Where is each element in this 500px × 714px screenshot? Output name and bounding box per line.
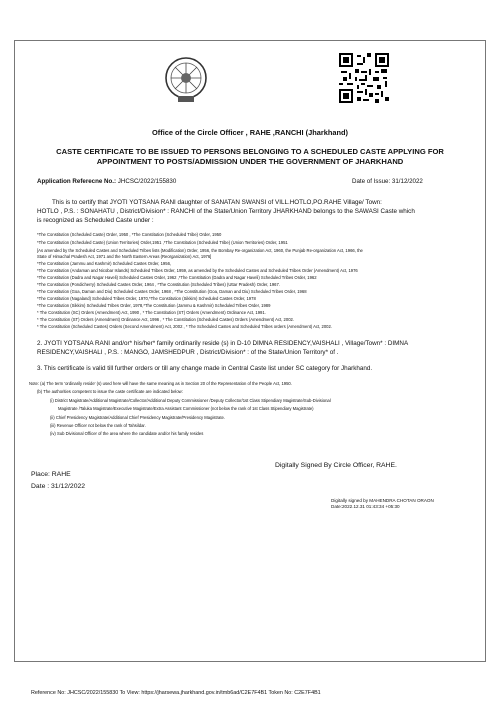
note-line: (i) District Magistrate/Additional Magistrate/Collector/Additional Deputy Commissioner /Deputy Collector/1st Class Stipendiary Magistrate/Sub-Divisional	[50, 398, 331, 403]
order-line: *The Constitution (Scheduled Caste) (Union Territories) Order,1951 ,*The Constitution (Scheduled Tribe) (Union Territories) Order, 1951	[37, 240, 288, 245]
order-line: *The Constitution (Jammu and Kashmir) Scheduled Castes Order, 1956,	[37, 261, 172, 266]
place: Place: RAHE	[31, 471, 71, 478]
date-of-issue: Date of Issue: 31/12/2022	[352, 178, 423, 185]
order-line: * The Constitution (Scheduled Castes) Orders (Second Amendment) Act, 2002 , * The Scheduled Castes and Scheduled Tribes orders (Amendment) Act, 2002.	[37, 324, 332, 329]
certificate-title-line1: CASTE CERTIFICATE TO BE ISSUED TO PERSONS BELONGING TO A SCHEDULED CASTE APPLYING FOR	[56, 147, 444, 156]
office-title: Office of the Circle Officer , RAHE ,RANCHI (Jharkhand)	[152, 128, 348, 137]
order-line: State of Himachal Pradesh Act, 1971 and the North Eastern Areas (Reorganization) Act, 1976]	[37, 254, 212, 259]
note-line: (iv) Sub Divisional Officer of the area where the candidate and/or his family resides	[50, 431, 204, 436]
signed-date: Date:2022.12.31 01:43:34 +05:30	[331, 504, 400, 509]
order-line: *The Constitution (Dadra and Nagar Haveli) Scheduled Castes Order, 1962 ,*The Constitution (Dadra and Nagar Haveli) Scheduled Tribes Order, 1962	[37, 275, 317, 280]
order-line: *The Constitution (Andaman and Nicobar Islands) Scheduled Tribes Order, 1959, as amended by the Scheduled Castes and Scheduled Tribes Order (Amendment) Act, 1976	[37, 268, 358, 273]
certify-line1: This is to certify that JYOTI YOTSANA RANI daughter of SANATAN SWANSI of VILL.HOTLO,PO.RAHE Village/ Town:	[52, 199, 382, 206]
order-line: *The Constitution (Pondicherry) Scheduled Castes Order, 1964 , *The Constitution (Scheduled Tribes) (Uttar Pradesh) Order, 1967.	[37, 282, 280, 287]
signed-by: Digitally signed by MAHENDRA CHOTAN ORAON	[331, 498, 434, 503]
order-line: * The Constitution (ST) Orders (Amendment) Ordinance Act, 1996 , * The Constitution (Scheduled Castes) Orders (Amendment) Act, 2002.	[37, 317, 295, 322]
order-line: [As amended by the Scheduled Castes and Scheduled Tribes lists (Modification) Order, 1956, the Bombay Re-organization Act, 1960, the Punjab Re-organization Act, 1966, the	[37, 248, 363, 253]
note-line: Magistrate /Taluka Magistrate/Executive Magistrate/Extra Assistant Commissioner (not below the rank of 1st Class Stipendiary Magistrate)	[58, 406, 314, 411]
order-line: * The Constitution (SC) Orders (Amendment) Act, 1990 , * The Constitution (ST) Orders (Amendment) Ordinance Act, 1991.	[37, 310, 266, 315]
note-line: Note: (a) The term 'ordinarily reside' (s) used here will have the same meaning as in Section 20 of the Representation of the People Act, 1950.	[29, 381, 292, 386]
qr-code-icon	[339, 53, 389, 103]
residence-line2: RESIDENCY,VAISHALI , P.S. : MANGO, JAMSHEDPUR , District/Division* : of the State/Union Territory* of .	[37, 349, 339, 356]
residence-line1: 2. JYOTI YOTSANA RANI and/or* his/her* family ordinarily reside (s) in D-10 DIMNA RESIDENCY,VAISHALI , Village/Town* : DIMNA	[37, 340, 409, 347]
note-line: (iii) Revenue Officer not below the rank of Tahsildar.	[50, 423, 146, 428]
order-line: *The Constitution (Sikkim) Scheduled Tribes Order, 1978,*The Constitution (Jammu & Kashmir) Scheduled Tribes Order, 1989	[37, 303, 271, 308]
validity-clause: 3. This certificate is valid till further orders or till any change made in Central Caste list under SC category for Jharkhand.	[37, 365, 373, 372]
note-line: (b) The authorities competent to issue the caste certificate are indicated below:	[37, 389, 183, 394]
digital-signature-label: Digitally Signed By Circle Officer, RAHE.	[275, 462, 397, 469]
certificate-title-line2: APPOINTMENT TO POSTS/ADMISSION UNDER THE GOVERNMENT OF JHARKHAND	[96, 157, 404, 166]
order-line: *The Constitution (Nagaland) Scheduled Tribes Order, 1970,*The Constitution (Sikkim) Scheduled Castes Order, 1978	[37, 296, 256, 301]
application-reference: Application Referecne No.: JHCSC/2022/155830	[37, 178, 177, 185]
order-line: *The Constitution (Scheduled Caste) Order, 1950 , *The Constitution (Scheduled Tribe) Order, 1950	[37, 232, 222, 237]
digital-signature-stamp	[331, 498, 471, 510]
state-emblem-icon	[164, 56, 208, 104]
certify-line3: is recognized as Scheduled Caste under :	[37, 217, 154, 224]
footer-reference: Reference No: JHCSC/2022/155830 To View: https://jharsewa.jharkhand.gov.in/tmb6ad/C2E7F4B1 Token No: C2E7F4B1	[31, 690, 321, 696]
note-line: (ii) Chief Presidency Magistrate/Additional Chief Presidency Magistrate/Presidency Magistrate.	[50, 415, 226, 420]
order-line: *The Constitution (Goa, Daman and Diu) Scheduled Castes Order, 1968 , *The Constitution (Goa, Daman and Diu) Scheduled Tribes Order, 1968	[37, 289, 307, 294]
certify-line2: HOTLO , P.S. : SONAHATU , District/Division* : RANCHI of the State/Union Territory JHARKHAND belongs to the SAWASI Caste which	[37, 208, 415, 215]
date: Date : 31/12/2022	[31, 483, 86, 490]
